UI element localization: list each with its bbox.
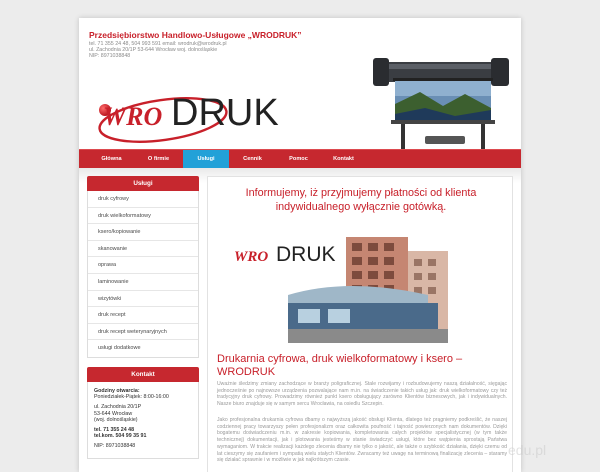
sidebar-item-skanowanie[interactable]: skanowanie <box>88 241 198 258</box>
sidebar-item-wizytowki[interactable]: wizytówki <box>88 291 198 308</box>
content-heading: Drukarnia cyfrowa, druk wielkoformatowy i ksero – WRODRUK <box>217 353 463 378</box>
photo-logo-druk: DRUK <box>276 243 336 266</box>
sidebar-item-druk-cyfrowy[interactable]: druk cyfrowy <box>88 191 198 208</box>
sidebar-item-uslugi-dodatkowe[interactable]: usługi dodatkowe <box>98 345 141 352</box>
sidebar-item-oprawa[interactable]: oprawa <box>88 257 198 274</box>
content-paragraph-2: Jako profesjonalna drukarnia cyfrowa dbamy o najwyższą jakość obsługi Klienta, dlatego też prągniemy podkreślić, że naszej codziennej pracy towarzyszy pełen profesjonalizm oraz całkowita poufność i tajność powierzonych nam dokumentów. Dzięki bogatemu doświadczeniu m.in. w zakresie kopiowania, kompletowania całych projektów specjalistycznej (w tym także technicznej) dokumentacji, jak i plotowania jesteśmy w stanie świadczyć usługi, które bez wątpienia sprostają Państwa wymaganiom. W trakcie realizacji każdego zlecenia dbamy nie tylko o jakość, ale także o szybkość działania, dzięki czemu od lat cieszymy się zaufaniem i sympatią wielu stałych Klientów. Zwracamy też uwagę na terminową finalizację zlecenia – staramy się działać sprawnie i w możliwie w jak najkrótszym czasie. <box>217 417 507 464</box>
page-container <box>79 18 521 472</box>
wrodruk-logo[interactable] <box>93 80 323 150</box>
kontakt-box <box>87 367 199 459</box>
hours-label: Godziny otwarcia: <box>94 387 140 394</box>
office-building-photo <box>228 233 458 343</box>
nav-kontakt[interactable]: Kontakt <box>333 156 354 162</box>
sidebar <box>87 176 199 459</box>
sidebar-item-laminowanie[interactable]: laminowanie <box>88 274 198 291</box>
phone: tel. 71 355 24 48 <box>94 426 135 433</box>
content-paragraph-1: Uważnie śledzimy zmiany zachodzące w branży poligraficznej. Stale rozwijamy i rozbudowujemy naszą działalność, sięgając jednocześnie po najnowsze urządzenia pozwalające nam m.in. na świadczenie takich usług jak: druk wielkoformatowy czy też tradycyjny druk cyfrowy. Prowadzimy również punkt ksero obsługujący zarówno Klientów biznesowych, jak i indywidualnych. Nasze biuro znajduje się w samym sercu Wrocławia, na osiedlu Szczepin. <box>217 381 507 408</box>
main-nav <box>79 149 521 168</box>
sidebar-title: Usługi <box>87 176 199 191</box>
header-contact-line: tel. 71 355 24 48, 504 993 591 email: wrodruk@wrodruk.pl <box>89 41 227 47</box>
header-contact <box>89 41 227 60</box>
kontakt-details <box>87 382 199 459</box>
sidebar-menu <box>87 191 199 358</box>
address-street: ul. Zachodnia 20/1P <box>94 404 142 411</box>
nav-pomoc[interactable]: Pomoc <box>289 156 308 162</box>
address-region: (woj. dolnośląskie) <box>94 416 138 423</box>
nip: NIP: 8971038848 <box>94 443 136 450</box>
nav-uslugi[interactable]: Usługi <box>183 150 229 169</box>
logo-wro-text: WRO <box>103 102 163 131</box>
nav-cennik[interactable]: Cennik <box>243 156 262 162</box>
sidebar-item-ksero[interactable]: ksero/kopiowanie <box>88 224 198 241</box>
sidebar-item-druk-wielkoformatowy[interactable]: druk wielkoformatowy <box>88 208 198 225</box>
mobile-phone: tel.kom. 504 99 35 91 <box>94 433 147 440</box>
company-name: Przedsiębiorstwo Handlowo-Usługowe „WRODRUK” <box>89 30 302 40</box>
nav-glowna[interactable]: Główna <box>101 156 122 162</box>
sidebar-item-druk-recept-wet[interactable]: druk recept weterynaryjnych <box>88 324 198 341</box>
logo-druk-text: DRUK <box>171 92 279 134</box>
header-nip-line: NIP: 8971038848 <box>89 53 131 60</box>
printer-image <box>365 48 515 160</box>
payment-notice: Informujemy, iż przyjmujemy płatności od klienta indywidualnego wyłącznie gotówką. <box>245 187 477 213</box>
sidebar-item-druk-recept[interactable]: druk recept <box>88 307 198 324</box>
nav-o-firmie[interactable]: O firmie <box>147 156 170 162</box>
photo-logo-wro: WRO <box>234 249 269 265</box>
hours-value: Poniedziałek-Piątek: 8:00-16:00 <box>94 394 169 401</box>
address-city: 53-644 Wrocław <box>94 410 133 417</box>
watermark: edu.pl <box>508 442 547 458</box>
kontakt-title: Kontakt <box>87 367 199 382</box>
main-content <box>207 176 513 472</box>
header-address-line: ul. Zachodnia 20/1P 53-644 Wrocław woj. dolnośląskie <box>89 47 218 54</box>
